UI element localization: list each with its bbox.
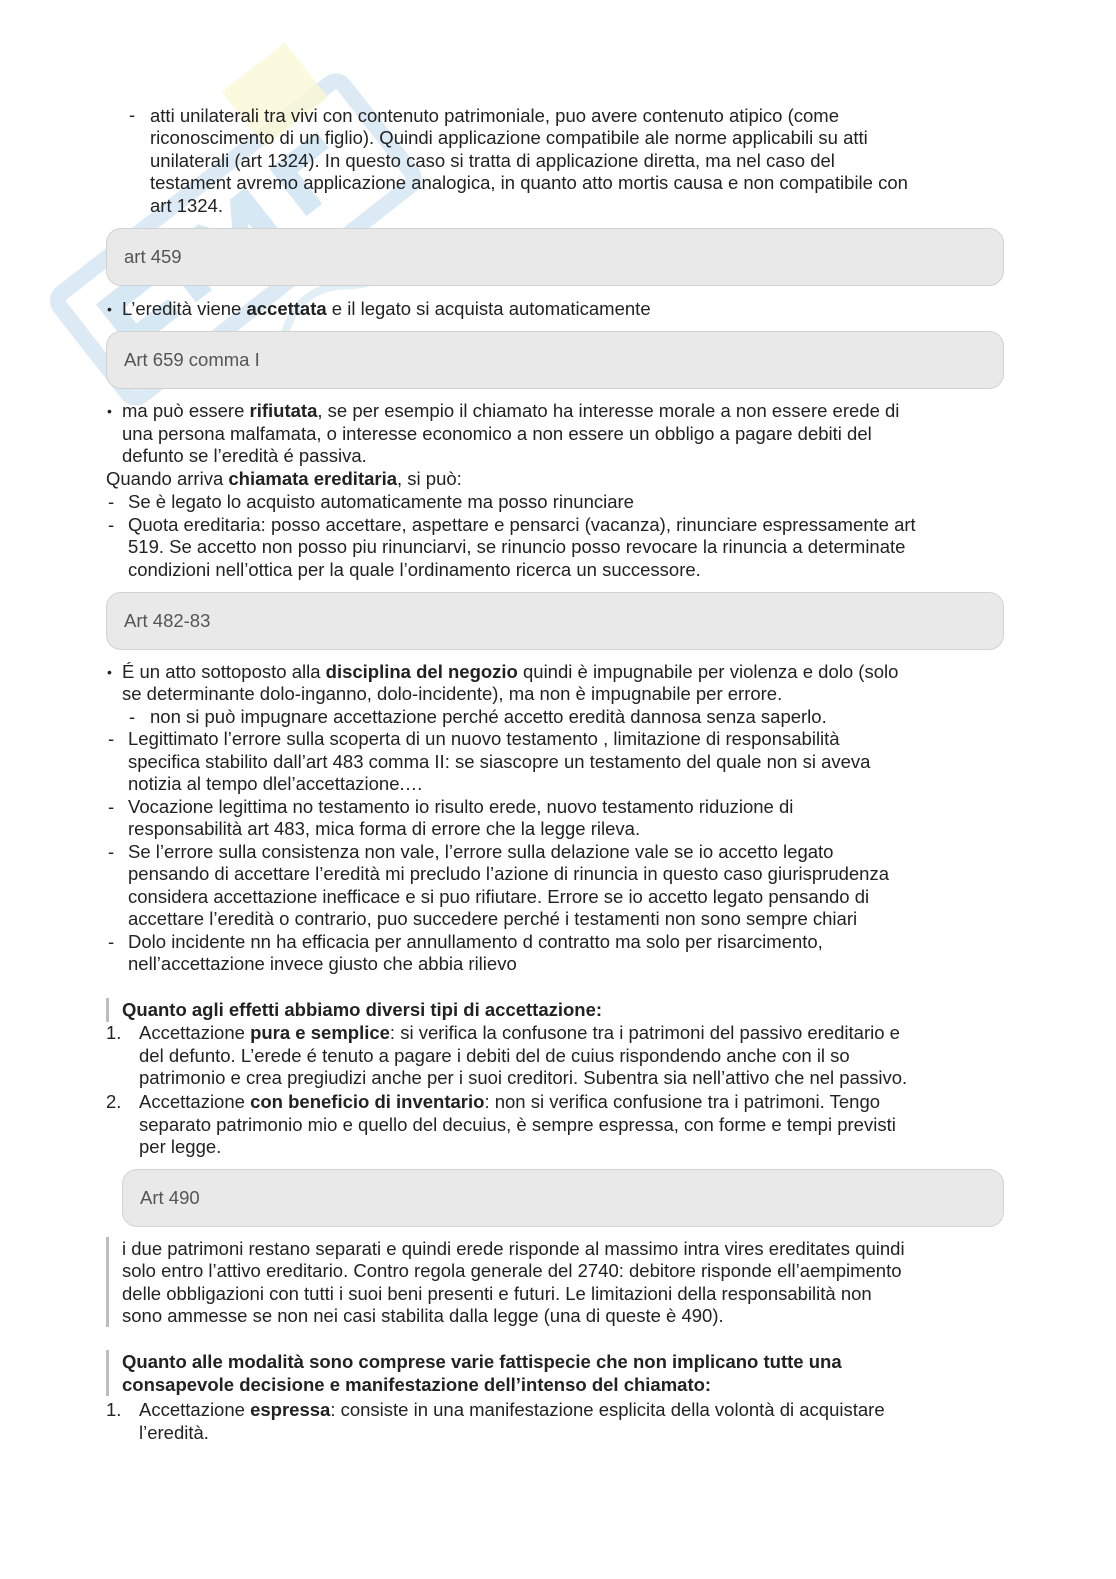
errore-item-3-line-1: Se l’errore sulla consistenza non vale, l’errore sulla delazione vale se io accetto legato (128, 841, 834, 862)
modalita-item-1-line-1: Accettazione espressa: consiste in una manifestazione esplicita della volontà di acquistare (139, 1399, 885, 1420)
intro-line-3: unilaterali (art 1324). In questo caso si tratta di applicazione diretta, ma nel caso del (150, 150, 835, 171)
errore-item-2-line-2: responsabilità art 483, mica forma di errore che la legge rileva. (128, 818, 641, 839)
errore-item-3-line-2: pensando di accettare l’eredità mi precludo l’azione di rinuncia in questo caso giurisprudenza (128, 863, 890, 884)
heading-bar (106, 998, 109, 1022)
bullet-marker: • (107, 664, 112, 680)
quote-bar (106, 1237, 109, 1327)
bullet-marker: • (107, 301, 112, 317)
intro-line-5: art 1324. (150, 195, 224, 216)
reference-box-art490: Art 490 (122, 1169, 1004, 1227)
dash-marker: - (108, 841, 115, 862)
chiamata-item-2-line-2: 519. Se accetto non posso piu rinunciarvi, se rinuncio posso revocare la rinuncia a determinate (128, 536, 906, 557)
dash-marker: - (129, 104, 136, 125)
errore-item-3-line-3: considera accettazione inefficace e si puo rifiutare. Errore se io accetto legato pensando di (128, 886, 870, 907)
bullet-rifiutata-line-1: ma può essere rifiutata, se per esempio il chiamato ha interesse morale a non essere erede di (122, 400, 900, 421)
heading-modalita-line-2: consapevole decisione e manifestazione dell’intenso del chiamato: (122, 1374, 712, 1395)
chiamata-item-1: Se è legato lo acquisto automaticamente ma posso rinunciare (128, 491, 634, 512)
effetti-item-2-line-1: Accettazione con beneficio di inventario: non si verifica confusione tra i patrimoni. Tengo (139, 1091, 881, 1112)
bullet-negozio-line-2: se determinante dolo-inganno, dolo-incidente), ma non è impugnabile per errore. (122, 683, 783, 704)
chiamata-item-2-line-1: Quota ereditaria: posso accettare, aspettare e pensarci (vacanza), rinunciare espressamente art (128, 514, 916, 535)
intro-line-2: riconoscimento di un figlio). Quindi applicazione compatibile ale norme applicabili su atti (150, 127, 868, 148)
dash-marker: - (129, 706, 136, 727)
effetti-item-2-line-3: per legge. (139, 1136, 222, 1157)
dash-marker: - (108, 491, 115, 512)
quote-490-line-3: delle obbligazioni con tutti i suoi beni presenti e futuri. Le limitazioni della responsabilità non (122, 1283, 872, 1304)
quote-490-line-4: sono ammesse se non nei casi stabilita dalla legge (una di queste è 490). (122, 1305, 724, 1326)
errore-item-4-line-2: nell’accettazione invece giusto che abbia rilievo (128, 953, 517, 974)
list-number: 1. (106, 1022, 122, 1043)
intro-line-4: testament avremo applicazione analogica, in quanto atto mortis causa e non compatibile con (150, 172, 908, 193)
quote-490-line-2: solo entro l’attivo ereditario. Contro regola generale del 2740: debitore risponde ell’aempimento (122, 1260, 902, 1281)
heading-modalita-line-1: Quanto alle modalità sono comprese varie fattispecie che non implicano tutte una (122, 1351, 842, 1372)
errore-item-2-line-1: Vocazione legittima no testamento io risulto erede, nuovo testamento riduzione di (128, 796, 794, 817)
list-number: 2. (106, 1091, 122, 1112)
modalita-item-1-line-2: l’eredità. (139, 1422, 209, 1443)
dash-marker: - (108, 728, 115, 749)
errore-item-1-line-2: specifica stabilito dall’art 483 comma II: se siascopre un testamento del quale non si aveva (128, 751, 871, 772)
bullet-marker: • (107, 403, 112, 419)
list-number: 1. (106, 1399, 122, 1420)
heading-bar (106, 1350, 109, 1396)
dash-marker: - (108, 514, 115, 535)
quote-490-line-1: i due patrimoni restano separati e quindi erede risponde al massimo intra vires ereditates quindi (122, 1238, 905, 1259)
errore-item-4-line-1: Dolo incidente nn ha efficacia per annullamento d contratto ma solo per risarcimento, (128, 931, 823, 952)
bullet-accettata: L’eredità viene accettata e il legato si acquista automaticamente (122, 298, 651, 319)
dash-marker: - (108, 796, 115, 817)
reference-box-art659: Art 659 comma I (106, 331, 1004, 389)
sub-item: non si può impugnare accettazione perché accetto eredità dannosa senza saperlo. (150, 706, 827, 727)
effetti-item-2-line-2: separato patrimonio mio e quello del decuius, è sempre espressa, con forme e tempi previsti (139, 1114, 896, 1135)
bullet-rifiutata-line-2: una persona malfamata, o interesse economico a non essere un obbligo a pagare debiti del (122, 423, 872, 444)
effetti-item-1-line-2: del defunto. L’erede é tenuto a pagare i debiti del de cuius rispondendo anche con il so (139, 1045, 850, 1066)
reference-box-art459: art 459 (106, 228, 1004, 286)
dash-marker: - (108, 931, 115, 952)
heading-effetti: Quanto agli effetti abbiamo diversi tipi di accettazione: (122, 999, 603, 1020)
effetti-item-1-line-3: patrimonio e crea pregiudizi anche per i suoi creditori. Subentra sia nell’attivo che nel passivo. (139, 1067, 908, 1088)
bullet-rifiutata-line-3: defunto se l’eredità é passiva. (122, 445, 367, 466)
chiamata-item-2-line-3: condizioni nell’ottica per la quale l’ordinamento ricerca un successore. (128, 559, 701, 580)
errore-item-1-line-1: Legittimato l’errore sulla scoperta di un nuovo testamento , limitazione di responsabilità (128, 728, 840, 749)
errore-item-3-line-4: accettare l’eredità o contrario, puo succedere perché i testamenti non sono sempre chiari (128, 908, 858, 929)
errore-item-1-line-3: notizia al tempo dlel’accettazione.… (128, 773, 424, 794)
chiamata-paragraph: Quando arriva chiamata ereditaria, si può: (106, 468, 462, 489)
bullet-negozio-line-1: É un atto sottoposto alla disciplina del negozio quindi è impugnabile per violenza e dolo (solo (122, 661, 899, 682)
intro-line-1: atti unilaterali tra vivi con contenuto patrimoniale, puo avere contenuto atipico (come (150, 105, 839, 126)
effetti-item-1-line-1: Accettazione pura e semplice: si verifica la confusone tra i patrimoni del passivo ereditario e (139, 1022, 900, 1043)
reference-box-art482: Art 482-83 (106, 592, 1004, 650)
